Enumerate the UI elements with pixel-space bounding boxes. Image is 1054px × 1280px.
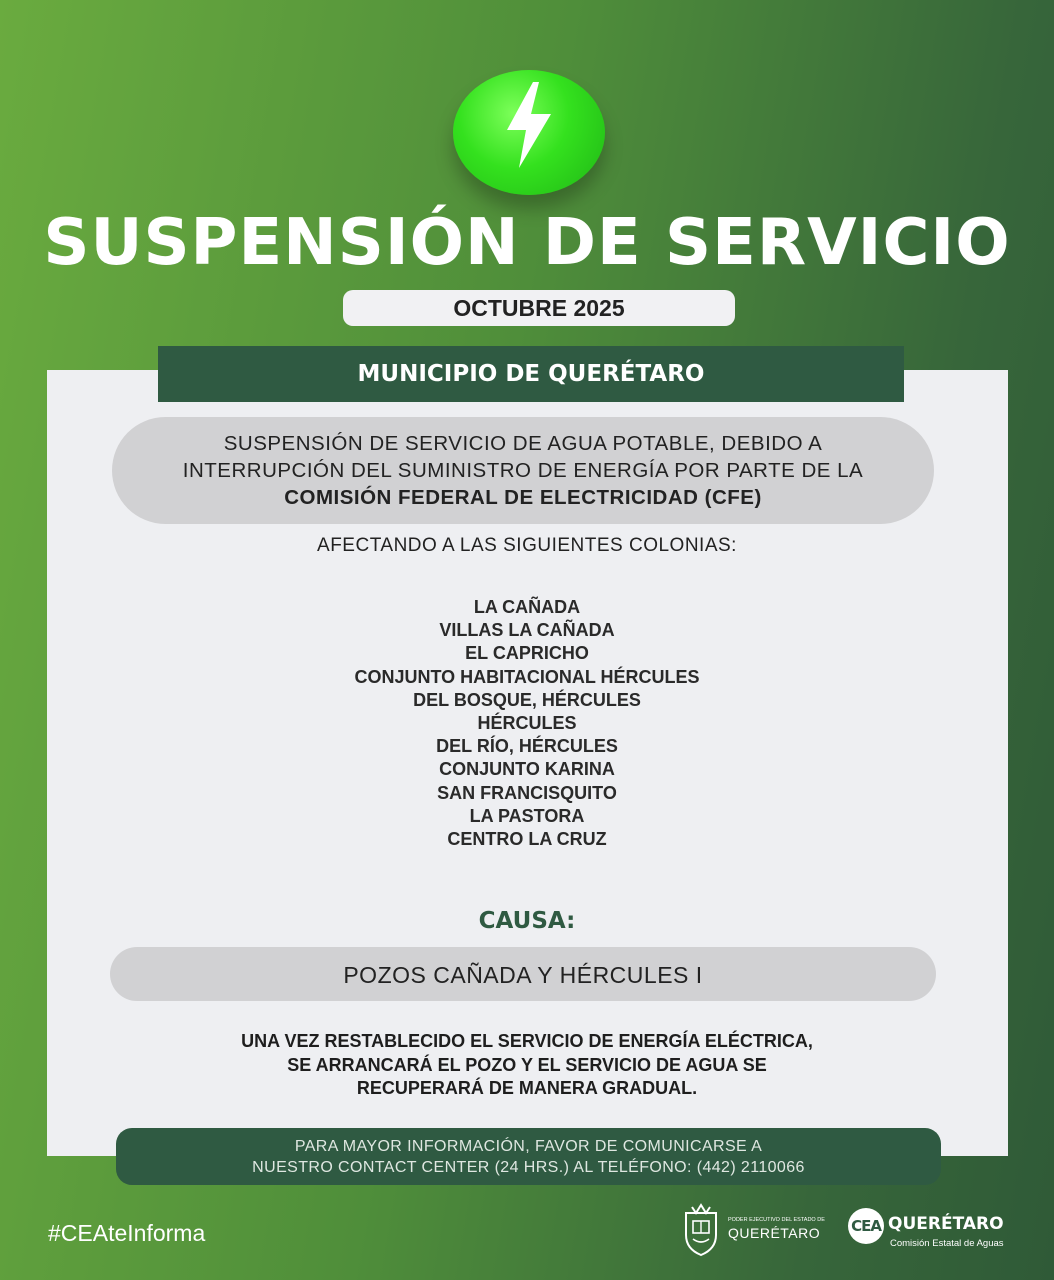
cause-label: CAUSA: — [478, 908, 576, 934]
lightning-bolt-icon — [499, 80, 559, 170]
contact-line-1: PARA MAYOR INFORMACIÓN, FAVOR DE COMUNICARSE A — [294, 1138, 763, 1155]
gov-small-text: PODER EJECUTIVO DEL ESTADO DE — [728, 1217, 825, 1223]
list-item: LA CAÑADA — [473, 597, 581, 617]
list-item: CENTRO LA CRUZ — [447, 829, 607, 850]
restore-note — [0, 1030, 1054, 1101]
cea-logo — [846, 1206, 1006, 1258]
list-item: VILLAS LA CAÑADA — [439, 620, 615, 641]
list-item: LA PASTORA — [469, 805, 585, 826]
restore-line-3: RECUPERARÁ DE MANERA GRADUAL. — [356, 1078, 698, 1098]
list-item: SAN FRANCISQUITO — [437, 782, 617, 803]
lightning-bolt-badge — [453, 70, 605, 195]
list-item: DEL BOSQUE, HÉRCULES — [413, 689, 641, 710]
list-item: CONJUNTO HABITACIONAL HÉRCULES — [354, 666, 700, 687]
list-item: EL CAPRICHO — [465, 643, 589, 664]
cause-box: POZOS CAÑADA Y HÉRCULES I — [110, 947, 936, 1001]
notice-box — [112, 417, 934, 524]
hashtag: #CEAteInforma — [48, 1220, 206, 1246]
affecting-label: AFECTANDO A LAS SIGUIENTES COLONIAS: — [317, 535, 737, 556]
gov-name: QUERÉTARO — [728, 1225, 821, 1241]
queretaro-government-logo — [680, 1203, 830, 1257]
municipio-header: MUNICIPIO DE QUERÉTARO — [158, 346, 904, 402]
month-badge: OCTUBRE 2025 — [343, 290, 735, 326]
list-item: CONJUNTO KARINA — [439, 759, 615, 780]
colonias-list — [0, 596, 1054, 851]
contact-line-2: NUESTRO CONTACT CENTER (24 HRS.) AL TELÉFONO: (442) 2110066 — [252, 1159, 805, 1176]
restore-line-2: SE ARRANCARÁ EL POZO Y EL SERVICIO DE AGUA SE — [287, 1054, 767, 1075]
list-item: HÉRCULES — [477, 713, 577, 734]
state-seal-icon — [680, 1203, 722, 1257]
notice-line-2: INTERRUPCIÓN DEL SUMINISTRO DE ENERGÍA POR PARTE DE LA — [182, 459, 864, 482]
cea-mark: CEA — [848, 1208, 884, 1244]
notice-line-1: SUSPENSIÓN DE SERVICIO DE AGUA POTABLE, DEBIDO A — [223, 432, 823, 455]
cea-subtitle: Comisión Estatal de Aguas — [890, 1238, 1004, 1249]
cea-name: QUERÉTARO — [888, 1214, 1004, 1234]
contact-banner — [116, 1128, 941, 1185]
restore-line-1: UNA VEZ RESTABLECIDO EL SERVICIO DE ENERGÍA ELÉCTRICA, — [241, 1031, 813, 1051]
list-item: DEL RÍO, HÉRCULES — [436, 736, 618, 757]
notice-line-3: COMISIÓN FEDERAL DE ELECTRICIDAD (CFE) — [284, 486, 762, 509]
page-title: SUSPENSIÓN DE SERVICIO — [43, 206, 1011, 280]
